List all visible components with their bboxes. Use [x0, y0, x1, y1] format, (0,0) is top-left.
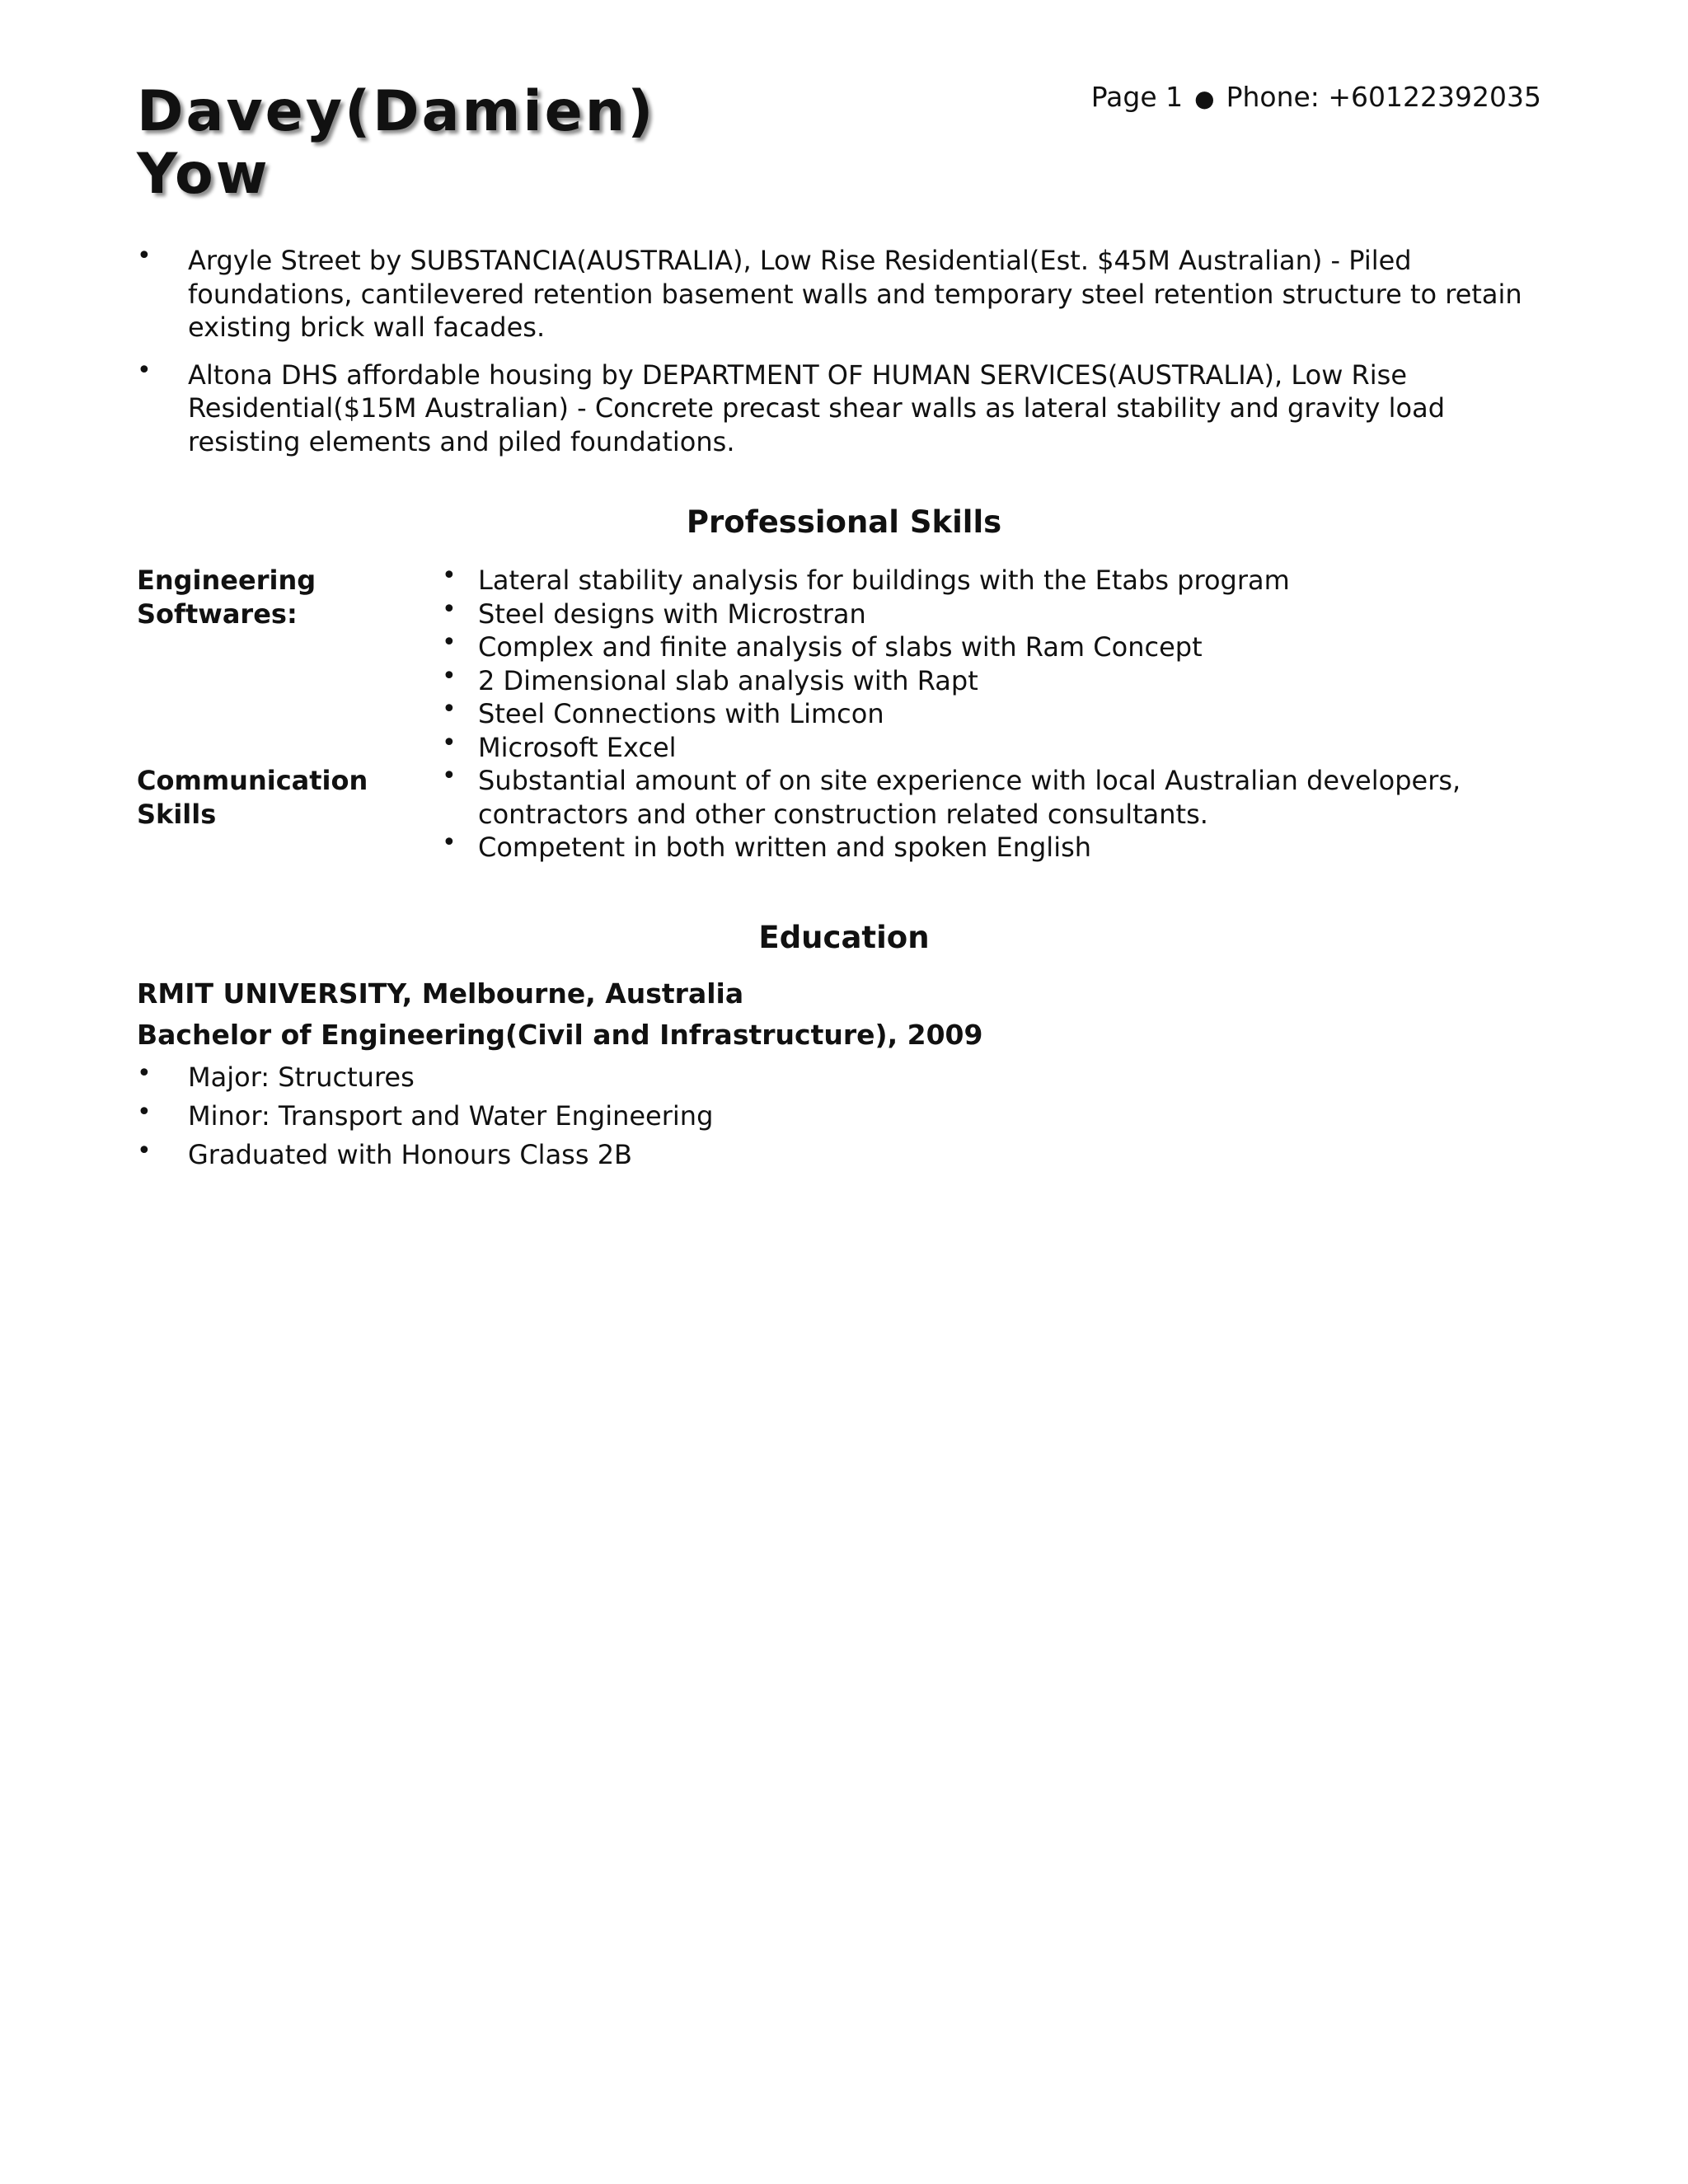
phone-number: Phone: +60122392035: [1226, 81, 1541, 113]
skill-group-label: Communication Skills: [137, 765, 368, 830]
education-heading: Education: [758, 920, 930, 955]
education-item: [137, 1097, 1554, 1136]
skills-section: [137, 561, 1554, 865]
bullet-icon: •: [442, 661, 457, 691]
skill-text: Substantial amount of on site experience with local Australian developers, contractors and other construction related consultants.: [478, 765, 1461, 830]
education-section: [137, 976, 1554, 1174]
skill-group-communication-skills: [137, 764, 1554, 865]
bullet-icon: •: [442, 695, 457, 724]
skills-heading: Professional Skills: [686, 504, 1002, 540]
candidate-name: Davey(Damien) Yow: [137, 79, 656, 207]
education-item: [137, 1058, 1554, 1097]
page-number: Page 1: [1090, 81, 1184, 113]
skill-item: [427, 661, 1554, 698]
skill-list: [427, 764, 1554, 865]
bullet-icon: •: [137, 355, 152, 385]
skill-text: 2 Dimensional slab analysis with Rapt: [478, 664, 978, 696]
skill-text: Microsoft Excel: [478, 731, 677, 763]
bullet-icon: •: [442, 762, 457, 790]
skill-group-engineering-softwares: [137, 561, 1554, 764]
separator-dot: ●: [1194, 85, 1215, 112]
education-text: Major: Structures: [188, 1062, 415, 1093]
bullet-icon: •: [442, 628, 457, 657]
bullet-icon: •: [442, 561, 457, 590]
skill-item: [427, 764, 1554, 831]
degree-title: Bachelor of Engineering(Civil and Infrastructure), 2009: [137, 1019, 983, 1051]
skill-item: [427, 630, 1554, 664]
bullet-icon: •: [442, 828, 457, 857]
bullet-icon: •: [442, 594, 457, 624]
skill-item: [427, 697, 1554, 731]
project-text: Argyle Street by SUBSTANCIA(AUSTRALIA), Low Rise Residential(Est. $45M Australian) - Piled foundations, cantilevered retention basement walls and temporary steel retention structure to retain existing brick wall facades.: [188, 245, 1522, 343]
project-item: [137, 241, 1530, 344]
skill-text: Lateral stability analysis for buildings with the Etabs program: [478, 565, 1290, 596]
bullet-icon: •: [137, 1137, 152, 1165]
bullet-icon: •: [137, 1059, 152, 1088]
skill-text: Steel Connections with Limcon: [478, 698, 884, 729]
skill-text: Competent in both written and spoken English: [478, 832, 1092, 863]
institution-name: RMIT UNIVERSITY, Melbourne, Australia: [137, 977, 744, 1010]
bullet-icon: •: [442, 728, 457, 757]
skill-text: Steel designs with Microstran: [478, 598, 866, 630]
skill-list: [427, 561, 1554, 764]
skill-group-label: Engineering Softwares:: [137, 565, 316, 630]
education-item: [137, 1136, 1554, 1174]
bullet-icon: •: [137, 1098, 152, 1127]
project-item: [137, 355, 1530, 459]
page-header-info: [1091, 79, 1541, 117]
skill-item: [427, 561, 1554, 598]
project-text: Altona DHS affordable housing by DEPARTMENT OF HUMAN SERVICES(AUSTRALIA), Low Rise Residential($15M Australian) - Concrete precast shear walls as lateral stability and gravity load resisting elements and piled foundations.: [188, 359, 1445, 457]
education-text: Graduated with Honours Class 2B: [188, 1139, 632, 1170]
skill-item: [427, 728, 1554, 765]
skill-text: Complex and finite analysis of slabs with Ram Concept: [478, 631, 1203, 663]
project-list: [137, 241, 1530, 472]
education-text: Minor: Transport and Water Engineering: [188, 1100, 714, 1132]
skill-item: [427, 594, 1554, 631]
bullet-icon: •: [137, 241, 152, 270]
skill-item: [427, 828, 1554, 865]
